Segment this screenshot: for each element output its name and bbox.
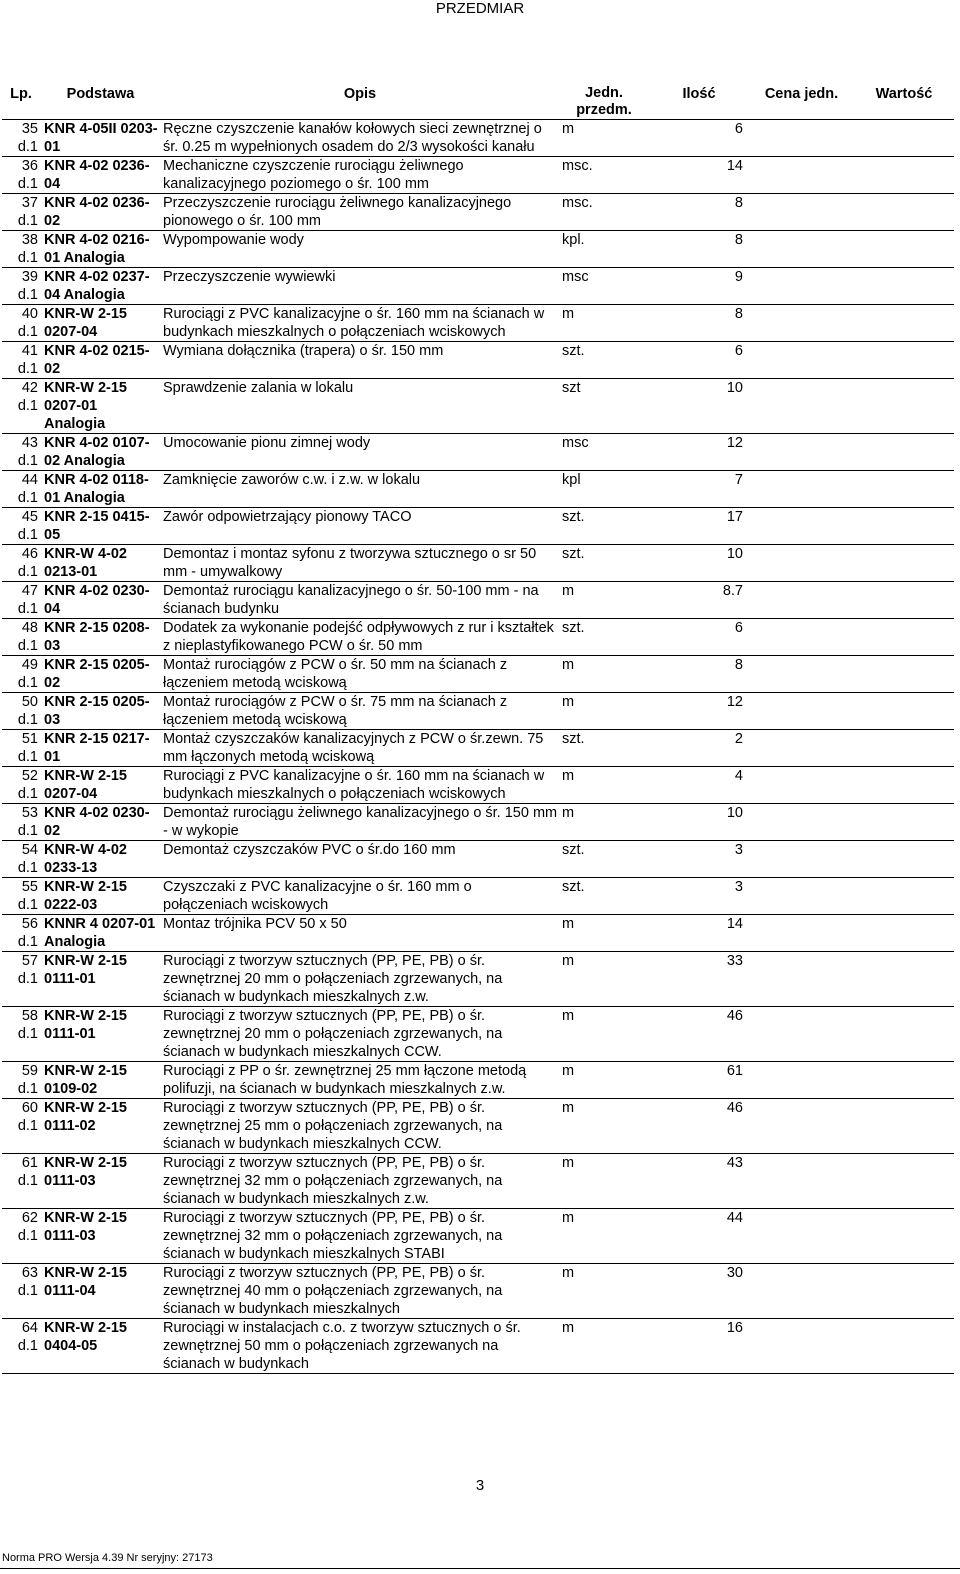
row-value (854, 157, 954, 194)
row-unit: szt. (562, 620, 585, 636)
row-unit: m (562, 1063, 575, 1079)
row-lp: 59 d.1 (17, 1063, 38, 1097)
row-value (854, 878, 954, 915)
row-base: KNR 4-05II 0203-01 (44, 121, 158, 155)
row-lp: 58 d.1 (17, 1008, 38, 1042)
table-row (2, 915, 954, 952)
table-row (2, 878, 954, 915)
table-header (2, 75, 954, 120)
row-value (854, 1062, 954, 1099)
table-row (2, 194, 954, 231)
row-unit: msc (562, 269, 589, 285)
row-lp: 46 d.1 (17, 546, 38, 580)
row-price (749, 1099, 854, 1154)
row-description: Rurociągi z PVC kanalizacyjne o śr. 160 mm na ścianach w budynkach mieszkalnych o połączeniach wciskowych (163, 768, 545, 802)
row-price (749, 268, 854, 305)
row-quantity: 8.7 (722, 583, 743, 599)
row-price (749, 379, 854, 434)
table-row (2, 1264, 954, 1319)
row-unit: szt. (562, 842, 585, 858)
row-lp: 47 d.1 (17, 583, 38, 617)
row-value (854, 1264, 954, 1319)
row-base: KNR-W 4-02 0213-01 (44, 546, 127, 580)
header-qty: Ilość (682, 86, 716, 102)
row-value (854, 952, 954, 1007)
row-unit: szt (562, 380, 581, 396)
row-value (854, 1007, 954, 1062)
row-quantity: 3 (734, 842, 743, 858)
row-base: KNR 4-02 0215-02 (44, 343, 150, 377)
row-base: KNR-W 2-15 0222-03 (44, 879, 127, 913)
row-quantity: 14 (726, 158, 743, 174)
row-description: Rurociągi z PP o śr. zewnętrznej 25 mm łączone metodą polifuzji, na ścianach w budynkach mieszkalnych z.w. (163, 1063, 527, 1097)
row-value (854, 1099, 954, 1154)
row-unit: kpl. (562, 232, 585, 248)
row-description: Montaż rurociągów z PCW o śr. 50 mm na ścianach z łączeniem metodą wciskową (163, 657, 508, 691)
row-description: Rurociągi z tworzyw sztucznych (PP, PE, PB) o śr. zewnętrznej 32 mm o połączeniach zgrzewanych, na ścianach w budynkach mieszkalnych z.w. (163, 1155, 503, 1207)
table-row (2, 342, 954, 379)
row-price (749, 730, 854, 767)
table-row (2, 1062, 954, 1099)
table-row (2, 157, 954, 194)
row-unit: szt. (562, 546, 585, 562)
row-quantity: 33 (726, 953, 743, 969)
row-lp: 37 d.1 (17, 195, 38, 229)
row-unit: m (562, 1320, 575, 1336)
row-price (749, 1007, 854, 1062)
row-quantity: 7 (734, 472, 743, 488)
row-price (749, 1319, 854, 1374)
row-price (749, 656, 854, 693)
row-description: Demontaż rurociągu żeliwnego kanalizacyjnego o śr. 150 mm - w wykopie (163, 805, 558, 839)
row-lp: 63 d.1 (17, 1265, 38, 1299)
row-description: Demontaż rurociągu kanalizacyjnego o śr. 50-100 mm - na ścianach budynku (163, 583, 539, 617)
row-base: KNR 4-02 0118-01 Analogia (44, 472, 149, 506)
row-quantity: 43 (726, 1155, 743, 1171)
row-quantity: 44 (726, 1210, 743, 1226)
row-unit: szt. (562, 343, 585, 359)
row-value (854, 305, 954, 342)
row-description: Ręczne czyszczenie kanałów kołowych sieci zewnętrznej o śr. 0.25 m wypełnionych osadem do 2/3 wysokości kanału (163, 121, 542, 155)
row-unit: m (562, 1008, 575, 1024)
row-value (854, 693, 954, 730)
table-row (2, 379, 954, 434)
row-quantity: 46 (726, 1008, 743, 1024)
row-description: Przeczyszczenie wywiewki (163, 269, 336, 285)
row-price (749, 157, 854, 194)
row-price (749, 619, 854, 656)
row-value (854, 508, 954, 545)
row-base: KNR 2-15 0208-03 (44, 620, 150, 654)
bill-of-quantities-table (2, 75, 954, 1374)
row-description: Rurociągi z tworzyw sztucznych (PP, PE, PB) o śr. zewnętrznej 25 mm o połączeniach zgrzewanych, na ścianach w budynkach mieszkalnych CCW. (163, 1100, 503, 1152)
row-description: Wymiana dołącznika (trapera) o śr. 150 mm (163, 343, 444, 359)
row-lp: 53 d.1 (17, 805, 38, 839)
row-quantity: 12 (726, 435, 743, 451)
row-base: KNR-W 2-15 0207-01 Analogia (44, 380, 127, 432)
row-lp: 54 d.1 (17, 842, 38, 876)
row-price (749, 305, 854, 342)
row-price (749, 120, 854, 157)
row-price (749, 508, 854, 545)
row-unit: kpl (562, 472, 581, 488)
row-price (749, 194, 854, 231)
row-price (749, 841, 854, 878)
row-unit: m (562, 1155, 575, 1171)
row-quantity: 14 (726, 916, 743, 932)
row-value (854, 1209, 954, 1264)
table-row (2, 1209, 954, 1264)
table-row (2, 1099, 954, 1154)
table-row (2, 231, 954, 268)
row-quantity: 8 (734, 195, 743, 211)
table-row (2, 545, 954, 582)
row-value (854, 268, 954, 305)
table-row (2, 434, 954, 471)
row-price (749, 582, 854, 619)
footer-text: Norma PRO Wersja 4.39 Nr seryjny: 27173 (2, 1552, 213, 1564)
header-unit: Jedn. przedm. (576, 85, 632, 118)
table-row (2, 656, 954, 693)
row-base: KNR 2-15 0415-05 (44, 509, 150, 543)
row-price (749, 471, 854, 508)
row-unit: m (562, 953, 575, 969)
row-description: Zamknięcie zaworów c.w. i z.w. w lokalu (163, 472, 421, 488)
row-lp: 42 d.1 (17, 380, 38, 414)
row-price (749, 342, 854, 379)
row-quantity: 6 (734, 343, 743, 359)
table-row (2, 767, 954, 804)
row-lp: 45 d.1 (17, 509, 38, 543)
row-description: Demontaż czyszczaków PVC o śr.do 160 mm (163, 842, 456, 858)
row-base: KNR-W 2-15 0111-01 (44, 1008, 127, 1042)
table-row (2, 305, 954, 342)
table-row (2, 508, 954, 545)
row-base: KNR 4-02 0216-01 Analogia (44, 232, 150, 266)
row-lp: 56 d.1 (17, 916, 38, 950)
row-value (854, 545, 954, 582)
row-base: KNR-W 2-15 0207-04 (44, 306, 127, 340)
row-price (749, 1264, 854, 1319)
row-base: KNR-W 2-15 0111-03 (44, 1210, 127, 1244)
row-unit: m (562, 657, 575, 673)
row-quantity: 30 (726, 1265, 743, 1281)
row-lp: 39 d.1 (17, 269, 38, 303)
row-price (749, 952, 854, 1007)
row-value (854, 804, 954, 841)
row-value (854, 342, 954, 379)
row-unit: szt. (562, 879, 585, 895)
row-description: Rurociągi z PVC kanalizacyjne o śr. 160 mm na ścianach w budynkach mieszkalnych o połączeniach wciskowych (163, 306, 545, 340)
row-unit: m (562, 768, 575, 784)
row-value (854, 194, 954, 231)
table-row (2, 841, 954, 878)
row-description: Zawór odpowietrzający pionowy TACO (163, 509, 412, 525)
row-description: Montaż rurociągów z PCW o śr. 75 mm na ścianach z łączeniem metodą wciskową (163, 694, 508, 728)
row-unit: m (562, 1210, 575, 1226)
row-lp: 41 d.1 (17, 343, 38, 377)
row-lp: 62 d.1 (17, 1210, 38, 1244)
footer-divider (0, 1568, 960, 1569)
row-description: Mechaniczne czyszczenie rurociągu żeliwnego kanalizacyjnego poziomego o śr. 100 mm (163, 158, 464, 192)
table-row (2, 1319, 954, 1374)
row-base: KNR 2-15 0205-02 (44, 657, 150, 691)
row-base: KNR-W 2-15 0109-02 (44, 1063, 127, 1097)
row-base: KNR 2-15 0217-01 (44, 731, 150, 765)
row-base: KNR 2-15 0205-03 (44, 694, 150, 728)
row-base: KNR 4-02 0236-02 (44, 195, 150, 229)
table-row (2, 582, 954, 619)
row-lp: 55 d.1 (17, 879, 38, 913)
row-value (854, 1319, 954, 1374)
row-quantity: 3 (734, 879, 743, 895)
row-quantity: 4 (734, 768, 743, 784)
row-unit: szt. (562, 509, 585, 525)
row-price (749, 804, 854, 841)
row-description: Dodatek za wykonanie podejść odpływowych z rur i kształtek z nieplastyfikowanego PCW o śr. 50 mm (163, 620, 554, 654)
row-value (854, 120, 954, 157)
row-description: Wypompowanie wody (163, 232, 304, 248)
table-row (2, 619, 954, 656)
row-value (854, 379, 954, 434)
row-price (749, 545, 854, 582)
row-price (749, 1154, 854, 1209)
row-base: KNR 4-02 0230-04 (44, 583, 150, 617)
row-quantity: 17 (726, 509, 743, 525)
row-price (749, 1209, 854, 1264)
row-lp: 38 d.1 (17, 232, 38, 266)
row-quantity: 10 (726, 805, 743, 821)
row-quantity: 61 (726, 1063, 743, 1079)
header-price: Cena jedn. (764, 86, 839, 102)
table-row (2, 804, 954, 841)
row-lp: 35 d.1 (17, 121, 38, 155)
row-quantity: 8 (734, 306, 743, 322)
table-row (2, 120, 954, 157)
table-row (2, 471, 954, 508)
row-base: KNR-W 2-15 0111-03 (44, 1155, 127, 1189)
row-price (749, 878, 854, 915)
row-base: KNR-W 2-15 0111-01 (44, 953, 127, 987)
row-lp: 49 d.1 (17, 657, 38, 691)
row-unit: szt. (562, 731, 585, 747)
row-base: KNR-W 2-15 0207-04 (44, 768, 127, 802)
table-row (2, 952, 954, 1007)
row-base: KNR-W 2-15 0111-02 (44, 1100, 127, 1134)
table-row (2, 1007, 954, 1062)
row-price (749, 915, 854, 952)
row-lp: 40 d.1 (17, 306, 38, 340)
row-unit: msc. (562, 158, 593, 174)
row-price (749, 434, 854, 471)
row-description: Demontaz i montaz syfonu z tworzywa sztucznego o sr 50 mm - umywalkowy (163, 546, 537, 580)
header-base: Podstawa (66, 86, 135, 102)
row-value (854, 231, 954, 268)
row-unit: m (562, 583, 575, 599)
row-value (854, 915, 954, 952)
row-description: Rurociągi z tworzyw sztucznych (PP, PE, PB) o śr. zewnętrznej 20 mm o połączeniach zgrzewanych, na ścianach w budynkach mieszkalnych z.w. (163, 953, 503, 1005)
row-base: KNR 4-02 0237-04 Analogia (44, 269, 150, 303)
row-value (854, 582, 954, 619)
table-row (2, 730, 954, 767)
row-value (854, 730, 954, 767)
row-description: Rurociągi z tworzyw sztucznych (PP, PE, PB) o śr. zewnętrznej 20 mm o połączeniach zgrzewanych, na ścianach w budynkach mieszkalnych CCW. (163, 1008, 503, 1060)
row-unit: msc. (562, 195, 593, 211)
row-unit: m (562, 306, 575, 322)
row-lp: 61 d.1 (17, 1155, 38, 1189)
row-base: KNR 4-02 0107-02 Analogia (44, 435, 150, 469)
row-quantity: 10 (726, 546, 743, 562)
row-quantity: 9 (734, 269, 743, 285)
row-unit: m (562, 1265, 575, 1281)
row-unit: m (562, 805, 575, 821)
row-quantity: 8 (734, 657, 743, 673)
row-unit: m (562, 694, 575, 710)
row-description: Rurociągi w instalacjach c.o. z tworzyw sztucznych o śr. zewnętrznej 50 mm o połączeniach zgrzewanych na ścianach w budynkach (163, 1320, 521, 1372)
row-lp: 60 d.1 (17, 1100, 38, 1134)
row-value (854, 656, 954, 693)
row-unit: m (562, 121, 575, 137)
row-price (749, 231, 854, 268)
row-lp: 52 d.1 (17, 768, 38, 802)
row-description: Czyszczaki z PVC kanalizacyjne o śr. 160 mm o połączeniach wciskowych (163, 879, 472, 913)
row-lp: 48 d.1 (17, 620, 38, 654)
row-value (854, 471, 954, 508)
row-description: Montaż czyszczaków kanalizacyjnych z PCW o śr.zewn. 75 mm łączonych metodą wciskową (163, 731, 544, 765)
header-lp: Lp. (10, 86, 32, 102)
row-description: Sprawdzenie zalania w lokalu (163, 380, 354, 396)
row-lp: 36 d.1 (17, 158, 38, 192)
row-lp: 43 d.1 (17, 435, 38, 469)
row-quantity: 2 (734, 731, 743, 747)
row-description: Rurociągi z tworzyw sztucznych (PP, PE, PB) o śr. zewnętrznej 40 mm o połączeniach zgrzewanych, na ścianach w budynkach mieszkalnych (163, 1265, 503, 1317)
row-unit: msc (562, 435, 589, 451)
row-description: Rurociągi z tworzyw sztucznych (PP, PE, PB) o śr. zewnętrznej 32 mm o połączeniach zgrzewanych, na ścianach w budynkach mieszkalnych STABI (163, 1210, 503, 1262)
row-base: KNR-W 4-02 0233-13 (44, 842, 127, 876)
table-row (2, 1154, 954, 1209)
row-price (749, 693, 854, 730)
row-value (854, 619, 954, 656)
row-value (854, 434, 954, 471)
row-lp: 57 d.1 (17, 953, 38, 987)
header-value: Wartość (875, 86, 933, 102)
row-value (854, 1154, 954, 1209)
row-description: Przeczyszczenie rurociągu żeliwnego kanalizacyjnego pionowego o śr. 100 mm (163, 195, 512, 229)
row-lp: 50 d.1 (17, 694, 38, 728)
row-base: KNNR 4 0207-01 Analogia (44, 916, 156, 950)
row-base: KNR-W 2-15 0111-04 (44, 1265, 127, 1299)
row-quantity: 8 (734, 232, 743, 248)
row-lp: 51 d.1 (17, 731, 38, 765)
row-quantity: 46 (726, 1100, 743, 1116)
row-description: Umocowanie pionu zimnej wody (163, 435, 371, 451)
table-row (2, 693, 954, 730)
header-desc: Opis (343, 86, 377, 102)
row-description: Montaz trójnika PCV 50 x 50 (163, 916, 347, 932)
row-lp: 44 d.1 (17, 472, 38, 506)
row-value (854, 841, 954, 878)
row-price (749, 1062, 854, 1099)
row-quantity: 6 (734, 620, 743, 636)
row-value (854, 767, 954, 804)
row-lp: 64 d.1 (17, 1320, 38, 1354)
row-quantity: 6 (734, 121, 743, 137)
row-unit: m (562, 1100, 575, 1116)
row-base: KNR 4-02 0230-02 (44, 805, 150, 839)
row-base: KNR 4-02 0236-04 (44, 158, 150, 192)
row-quantity: 16 (726, 1320, 743, 1336)
row-base: KNR-W 2-15 0404-05 (44, 1320, 127, 1354)
row-price (749, 767, 854, 804)
page-title: PRZEDMIAR (435, 0, 525, 17)
row-quantity: 10 (726, 380, 743, 396)
row-quantity: 12 (726, 694, 743, 710)
page-number: 3 (475, 1477, 485, 1494)
row-unit: m (562, 916, 575, 932)
table-row (2, 268, 954, 305)
